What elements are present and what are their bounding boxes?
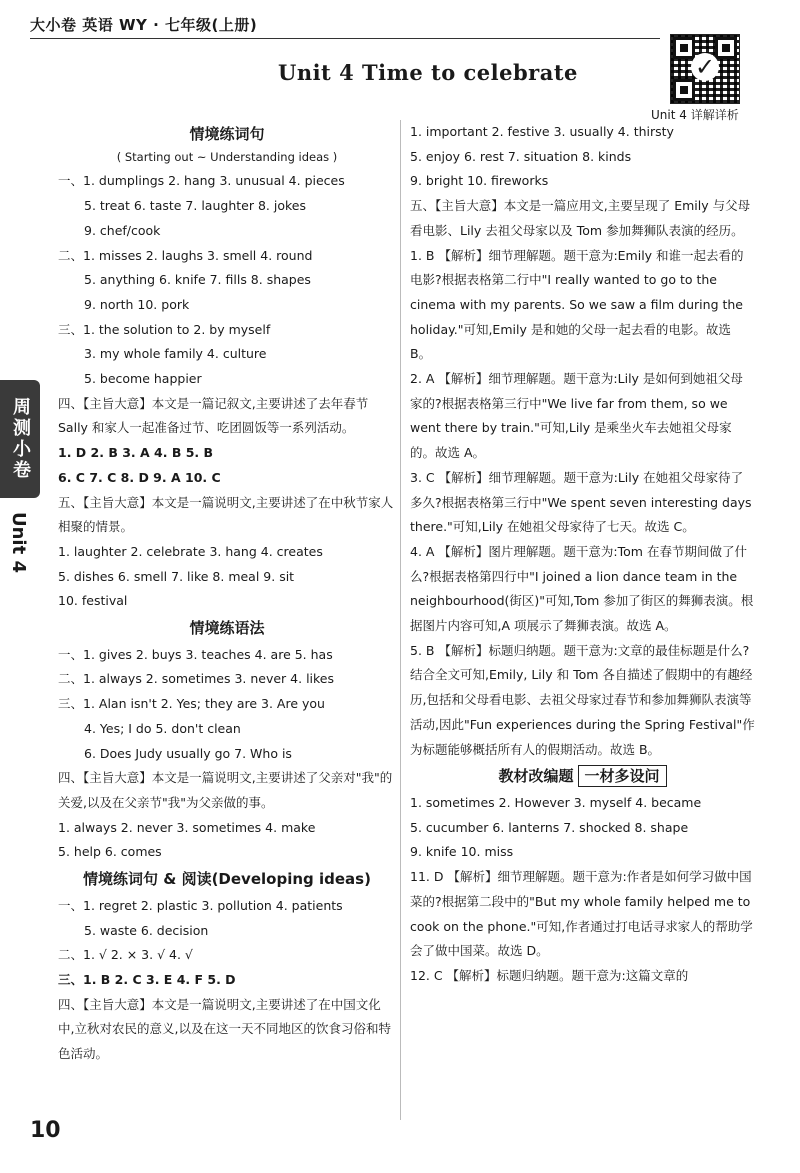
answer-line: 二、1. misses 2. laughs 3. smell 4. round	[58, 247, 313, 263]
answer-line: 10. festival	[58, 593, 128, 609]
answer-line: 1. D 2. B 3. A 4. B 5. B	[58, 445, 214, 461]
section-subtitle: ( Starting out ~ Understanding ideas )	[116, 149, 338, 164]
answer-line: 5. dishes 6. smell 7. like 8. meal 9. sit	[58, 568, 295, 584]
answer-line: 5. anything 6. knife 7. fills 8. shapes	[84, 272, 311, 288]
answer-line: 三、1. the solution to 2. by myself	[58, 321, 271, 337]
answer-line: 1. sometimes 2. However 3. myself 4. became	[410, 794, 702, 810]
answer-line: 3. my whole family 4. culture	[84, 346, 267, 362]
answer-line: 9. knife 10. miss	[410, 844, 514, 860]
explanation-paragraph: 5. B 【解析】标题归纳题。题干意为:文章的最佳标题是什么?结合全文可知,Emily, Lily 和 Tom 各自描述了假期中的有趣经历,包括和父母看电影、去祖父母家过春节和参加舞狮队表演等活动,因此"Fun experiences during the Spring Festival"作为标题能够概括所有人的假期活动。故选 B。	[410, 642, 755, 757]
answer-line: 二、1. always 2. sometimes 3. never 4. likes	[58, 671, 335, 687]
answer-line: 一、1. regret 2. plastic 3. pollution 4. patients	[58, 897, 343, 913]
section-title: 情境练语法	[189, 619, 265, 638]
summary-paragraph: 五、【主旨大意】本文是一篇说明文,主要讲述了在中秋节家人相聚的情景。	[58, 494, 394, 535]
explanation-paragraph: 12. C 【解析】标题归纳题。题干意为:这篇文章的	[410, 967, 689, 983]
explanation-paragraph: 2. A 【解析】细节理解题。题干意为:Lily 是如何到她祖父母家的?根据表格第三行中"We live far from them, so we went there by train."可知,Lily 是乘坐火车去她祖父母家的。故选 A。	[410, 371, 743, 461]
answer-line: 5. waste 6. decision	[84, 922, 209, 938]
answer-line: 1. always 2. never 3. sometimes 4. make	[58, 819, 316, 835]
answer-line: 5. cucumber 6. lanterns 7. shocked 8. shape	[410, 819, 689, 835]
answer-line: 三、1. Alan isn't 2. Yes; they are 3. Are you	[58, 696, 325, 712]
book-header: 大小卷 英语 WY · 七年级(上册)	[30, 16, 258, 34]
answer-line: 4. Yes; I do 5. don't clean	[84, 720, 241, 736]
answer-line: 6. C 7. C 8. D 9. A 10. C	[58, 469, 221, 485]
answer-line: 9. bright 10. fireworks	[410, 173, 549, 189]
column-divider	[400, 120, 401, 1120]
left-column	[58, 120, 396, 1067]
answer-line: 二、1. √ 2. × 3. √ 4. √	[58, 947, 193, 963]
section-title	[410, 764, 755, 789]
summary-paragraph: 四、【主旨大意】本文是一篇记叙文,主要讲述了去年春节 Sally 和家人一起准备过节、吃团圆饭等一系列活动。	[58, 395, 369, 436]
summary-paragraph: 四、【主旨大意】本文是一篇说明文,主要讲述了在中国文化中,立秋对农民的意义,以及在这一天不同地区的饮食习俗和特色活动。	[58, 996, 391, 1062]
section-title-box: 一材多设问	[578, 765, 667, 787]
explanation-paragraph: 1. B 【解析】细节理解题。题干意为:Emily 和谁一起去看的电影?根据表格第二行中"I really wanted to go to the cinema with my parents. So we saw a film during the holiday."可知,Emily 是和她的父母一起去看的电影。故选 B。	[410, 247, 744, 362]
side-tab: 周测小卷	[0, 380, 40, 498]
explanation-paragraph: 4. A 【解析】图片理解题。题干意为:Tom 在春节期间做了什么?根据表格第四行中"I joined a lion dance team in the neighbourhood(街区)"可知,Tom 参加了街区的舞狮表演。根据图片内容可知,A 项展示了舞狮表演。故选 A。	[410, 543, 754, 634]
answer-line: 一、1. dumplings 2. hang 3. unusual 4. pieces	[58, 173, 345, 189]
answer-line: 5. become happier	[84, 371, 202, 387]
unit-title: Unit 4 Time to celebrate	[278, 60, 578, 85]
checkmark-icon: ✓	[691, 53, 719, 81]
explanation-paragraph: 3. C 【解析】细节理解题。题干意为:Lily 在她祖父母家待了多久?根据表格第三行中"We spent seven interesting days there."可知,Lily 在她祖父母家待了七天。故选 C。	[410, 469, 752, 535]
side-unit-label: Unit 4	[8, 512, 29, 573]
answer-line: 5. enjoy 6. rest 7. situation 8. kinds	[410, 148, 632, 164]
qr-code-icon[interactable]	[670, 34, 740, 104]
answer-line: 9. north 10. pork	[84, 296, 190, 312]
summary-paragraph: 四、【主旨大意】本文是一篇说明文,主要讲述了父亲对"我"的关爱,以及在父亲节"我"为父亲做的事。	[58, 770, 393, 810]
qr-caption: Unit 4 详解详析	[651, 108, 739, 122]
answer-line: 5. treat 6. taste 7. laughter 8. jokes	[84, 198, 306, 214]
header-rule	[30, 38, 660, 39]
answer-line: 1. important 2. festive 3. usually 4. thirsty	[410, 124, 674, 139]
right-column	[410, 120, 755, 989]
answer-line: 9. chef/cook	[84, 222, 161, 238]
section-title: 情境练词句 & 阅读(Developing ideas)	[83, 870, 371, 889]
answer-line: 三、1. B 2. C 3. E 4. F 5. D	[58, 971, 236, 987]
explanation-paragraph: 11. D 【解析】细节理解题。题干意为:作者是如何学习做中国菜的?根据第二段中的"But my whole family helped me to cook on the phone."可知,作者通过打电话寻求家人的帮助学会了做中国菜。故选 D。	[410, 869, 753, 959]
answer-line: 6. Does Judy usually go 7. Who is	[84, 745, 292, 761]
summary-paragraph: 五、【主旨大意】本文是一篇应用文,主要呈现了 Emily 与父母看电影、Lily 去祖父母家以及 Tom 参加舞狮队表演的经历。	[410, 198, 751, 238]
section-title: 情境练词句	[189, 125, 265, 143]
answer-line: 一、1. gives 2. buys 3. teaches 4. are 5. has	[58, 646, 333, 662]
answer-line: 5. help 6. comes	[58, 844, 162, 860]
section-title-text: 教材改编题	[498, 767, 574, 786]
page-number: 10	[30, 1118, 61, 1143]
answer-line: 1. laughter 2. celebrate 3. hang 4. creates	[58, 543, 323, 559]
